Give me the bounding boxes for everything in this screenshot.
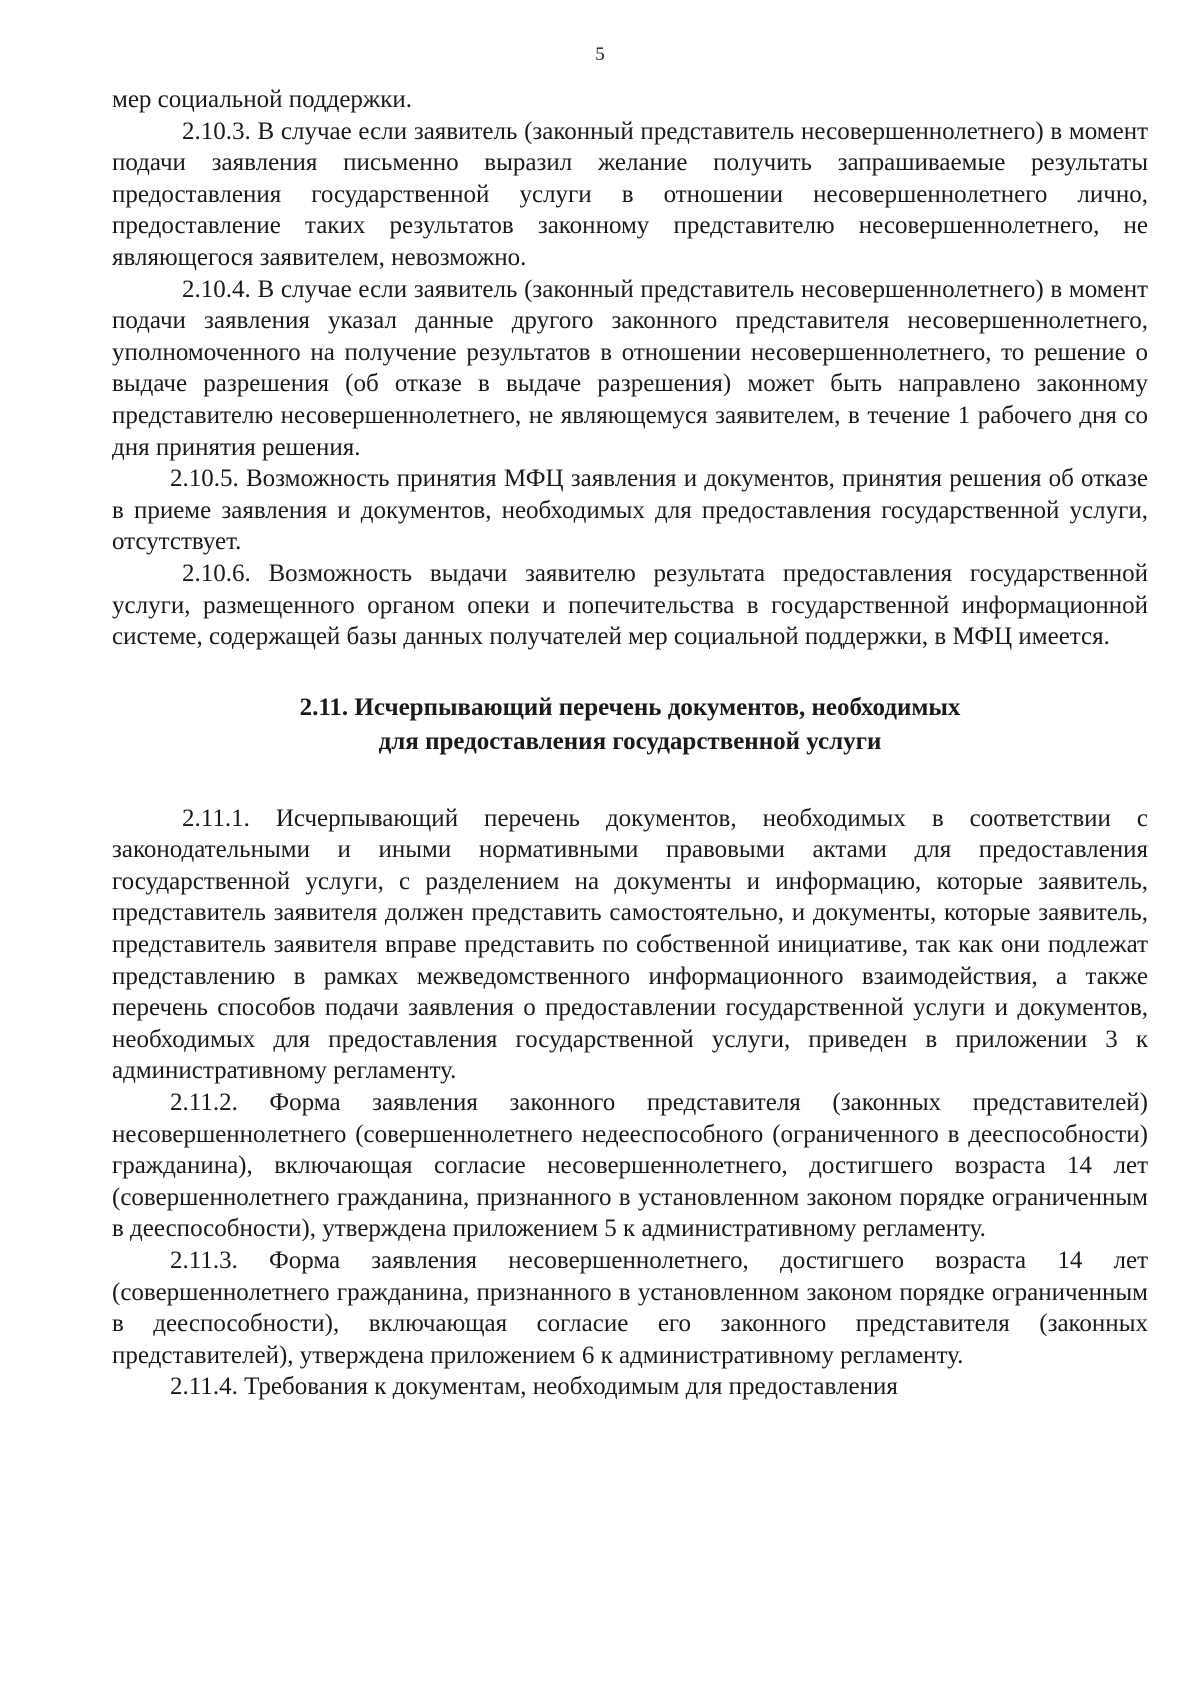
- paragraph-2-11-2: 2.11.2. Форма заявления законного представителя (законных представителей) несовершеннолетнего (совершеннолетнего недееспособного (ограниченного в дееспособности) гражданина), включающая согласие несовершеннолетнего, достигшего возраста 14 лет (совершеннолетнего гражданина, признанного в установленном законом порядке ограниченным в дееспособности), утверждена приложением 5 к административному регламенту.: [112, 1089, 1148, 1243]
- paragraph-2-10-6: 2.10.6. Возможность выдачи заявителю результата предоставления государственной услуги, размещенного органом опеки и попечительства в государственной информационной системе, содержащей базы данных получателей мер социальной поддержки, в МФЦ имеется.: [112, 559, 1148, 651]
- paragraph-2-10-5: 2.10.5. Возможность принятия МФЦ заявления и документов, принятия решения об отказе в приеме заявления и документов, необходимых для предоставления государственной услуги, отсутствует.: [112, 465, 1148, 556]
- paragraph-2-10-4: 2.10.4. В случае если заявитель (законный представитель несовершеннолетнего) в момент подачи заявления указал данные другого законного представителя несовершеннолетнего, уполномоченного на получение результатов в отношении несовершеннолетнего, то решение о выдаче разрешения (об отказе в выдаче разрешения) может быть направлено законному представителю несовершеннолетнего, не являющемуся заявителем, в течение 1 рабочего дня со дня принятия решения.: [112, 275, 1148, 461]
- section-heading-line-1: 2.11. Исчерпывающий перечень документов, необходимых: [299, 693, 961, 721]
- paragraph-2-11-4: 2.11.4. Требования к документам, необходимым для предоставления: [170, 1373, 898, 1401]
- section-heading-line-2: для предоставления государственной услуги: [378, 727, 882, 755]
- section-heading-2-11: [112, 691, 1148, 759]
- page-number: 5: [595, 44, 605, 65]
- paragraph-2-11-1: 2.11.1. Исчерпывающий перечень документов, необходимых в соответствии с законодательными и иными нормативными правовыми актами для предоставления государственной услуги, с разделением на документы и информацию, которые заявитель, представитель заявителя должен представить самостоятельно, и документы, которые заявитель, представитель заявителя вправе представить по собственной инициативе, так как они подлежат представлению в рамках межведомственного информационного взаимодействия, а также перечень способов подачи заявления о предоставлении государственной услуги и документов, необходимых для предоставления государственной услуги, приведен в приложении 3 к административному регламенту.: [112, 804, 1148, 1085]
- document-body: [112, 84, 1148, 1403]
- paragraph-2-10-3: 2.10.3. В случае если заявитель (законный представитель несовершеннолетнего) в момент подачи заявления письменно выразил желание получить запрашиваемые результаты предоставления государственной услуги в отношении несовершеннолетнего лично, предоставление таких результатов законному представителю несовершеннолетнего, не являющегося заявителем, невозможно.: [112, 117, 1148, 271]
- paragraph-2-11-3: 2.11.3. Форма заявления несовершеннолетнего, достигшего возраста 14 лет (совершеннолетнего гражданина, признанного в установленном законом порядке ограниченным в дееспособности), включающая согласие его законного представителя (законных представителей), утверждена приложением 6 к административному регламенту.: [112, 1247, 1148, 1369]
- paragraph-continuation: мер социальной поддержки.: [112, 86, 412, 113]
